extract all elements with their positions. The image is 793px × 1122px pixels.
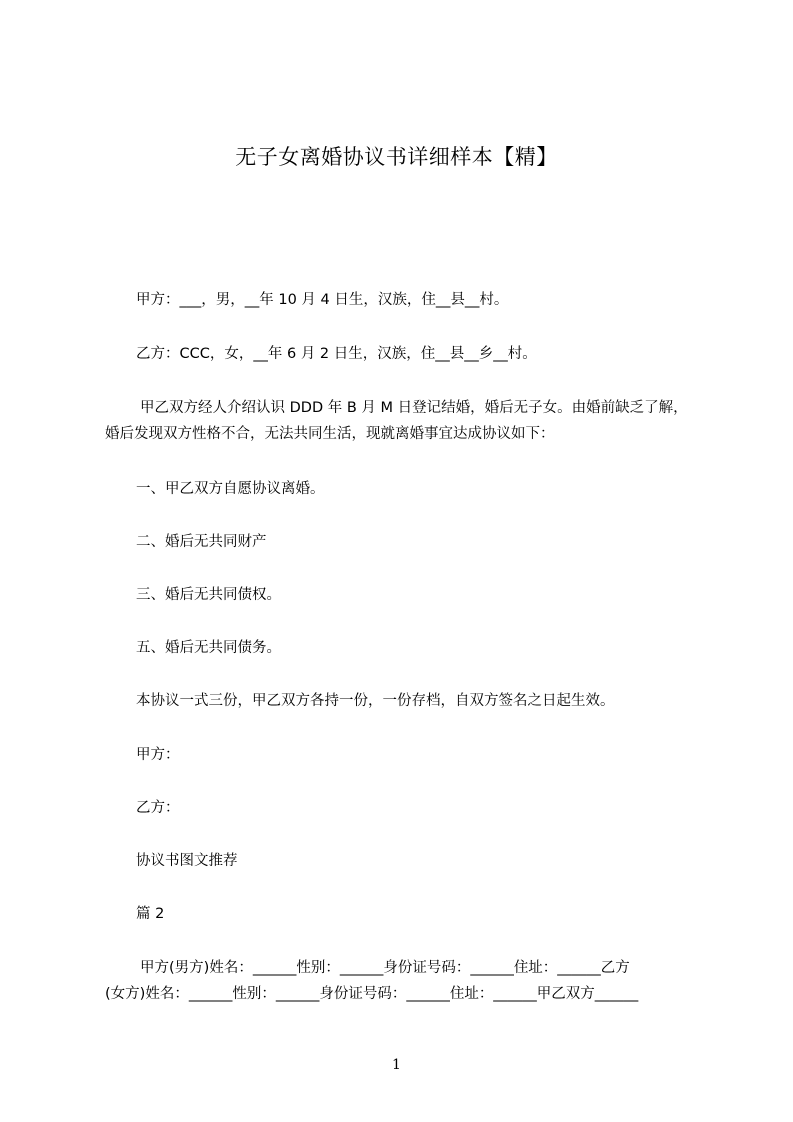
party-a-info: 甲方：___，男，__年 10 月 4 日生，汉族，住__县__村。 xyxy=(136,292,509,308)
clause-5: 五、婚后无共同债务。 xyxy=(136,640,281,656)
clause-2: 二、婚后无共同财产 xyxy=(136,534,267,550)
form-line-1: 甲方(男方)姓名：______性别：______身份证号码：______住址：______乙方 xyxy=(140,960,630,976)
recommend-heading: 协议书图文推荐 xyxy=(136,853,238,869)
clause-1: 一、甲乙双方自愿协议离婚。 xyxy=(136,481,325,497)
chapter-heading: 篇 2 xyxy=(136,906,165,922)
intro-paragraph xyxy=(105,395,705,447)
form-paragraph xyxy=(105,955,705,1007)
copies-clause: 本协议一式三份，甲乙双方各持一份，一份存档，自双方签名之日起生效。 xyxy=(136,693,615,709)
signature-party-b: 乙方： xyxy=(136,800,180,816)
party-b-info: 乙方：CCC，女，__年 6 月 2 日生，汉族，住__县__乡__村。 xyxy=(136,346,537,362)
intro-line-1: 甲乙双方经人介绍认识 DDD 年 B 月 M 日登记结婚，婚后无子女。由婚前缺乏了解， xyxy=(140,400,688,416)
clause-3: 三、婚后无共同债权。 xyxy=(136,587,281,603)
page-number: 1 xyxy=(392,1057,401,1073)
form-line-2: (女方)姓名：______性别：______身份证号码：______住址：______甲乙双方______ xyxy=(105,986,639,1002)
document-title: 无子女离婚协议书详细样本【精】 xyxy=(235,145,558,169)
intro-line-2: 婚后发现双方性格不合，无法共同生活，现就离婚事宜达成协议如下： xyxy=(105,426,555,442)
signature-party-a: 甲方： xyxy=(136,747,180,763)
